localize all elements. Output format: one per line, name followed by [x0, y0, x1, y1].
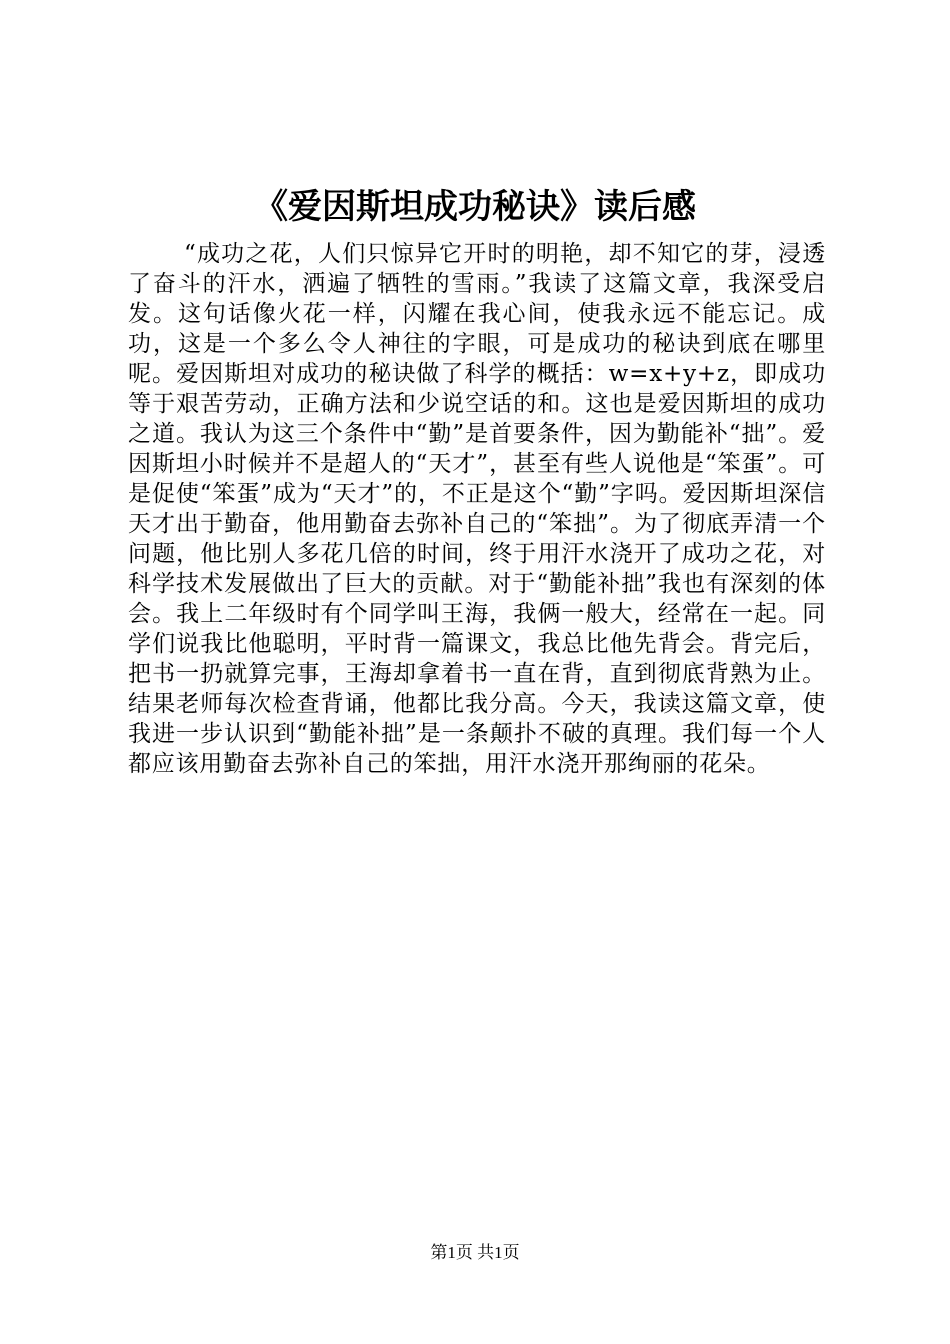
page-number-footer: 第1页 共1页 — [430, 1243, 520, 1262]
document-body-paragraph: “成功之花，人们只惊异它开时的明艳，却不知它的芽，浸透了奋斗的汗水，洒遍了牺牲的雪雨。”我读了这篇文章，我深受启发。这句话像火花一样，闪耀在我心间，使我永远不能忘记。成功，这是一个多么令人神往的字眼，可是成功的秘诀到底在哪里呢。爱因斯坦对成功的秘诀做了科学的概括：w=x+y+z，即成功等于艰苦劳动，正确方法和少说空话的和。这也是爱因斯坦的成功之道。我认为这三个条件中“勤”是首要条件，因为勤能补“拙”。爱因斯坦小时候并不是超人的“天才”，甚至有些人说他是“笨蛋”。可是促使“笨蛋”成为“天才”的，不正是这个“勤”字吗。爱因斯坦深信天才出于勤奋，他用勤奋去弥补自己的“笨拙”。为了彻底弄清一个问题，他比别人多花几倍的时间，终于用汗水浇开了成功之花，对科学技术发展做出了巨大的贡献。对于“勤能补拙”我也有深刻的体会。我上二年级时有个同学叫王海，我俩一般大，经常在一起。同学们说我比他聪明，平时背一篇课文，我总比他先背会。背完后，把书一扔就算完事，王海却拿着书一直在背，直到彻底背熟为止。结果老师每次检查背诵，他都比我分高。今天，我读这篇文章，使我进一步认识到“勤能补拙”是一条颠扑不破的真理。我们每一个人都应该用勤奋去弥补自己的笨拙，用汗水浇开那绚丽的花朵。 — [128, 241, 826, 777]
document-title: 《爱因斯坦成功秘诀》读后感 — [254, 187, 696, 227]
